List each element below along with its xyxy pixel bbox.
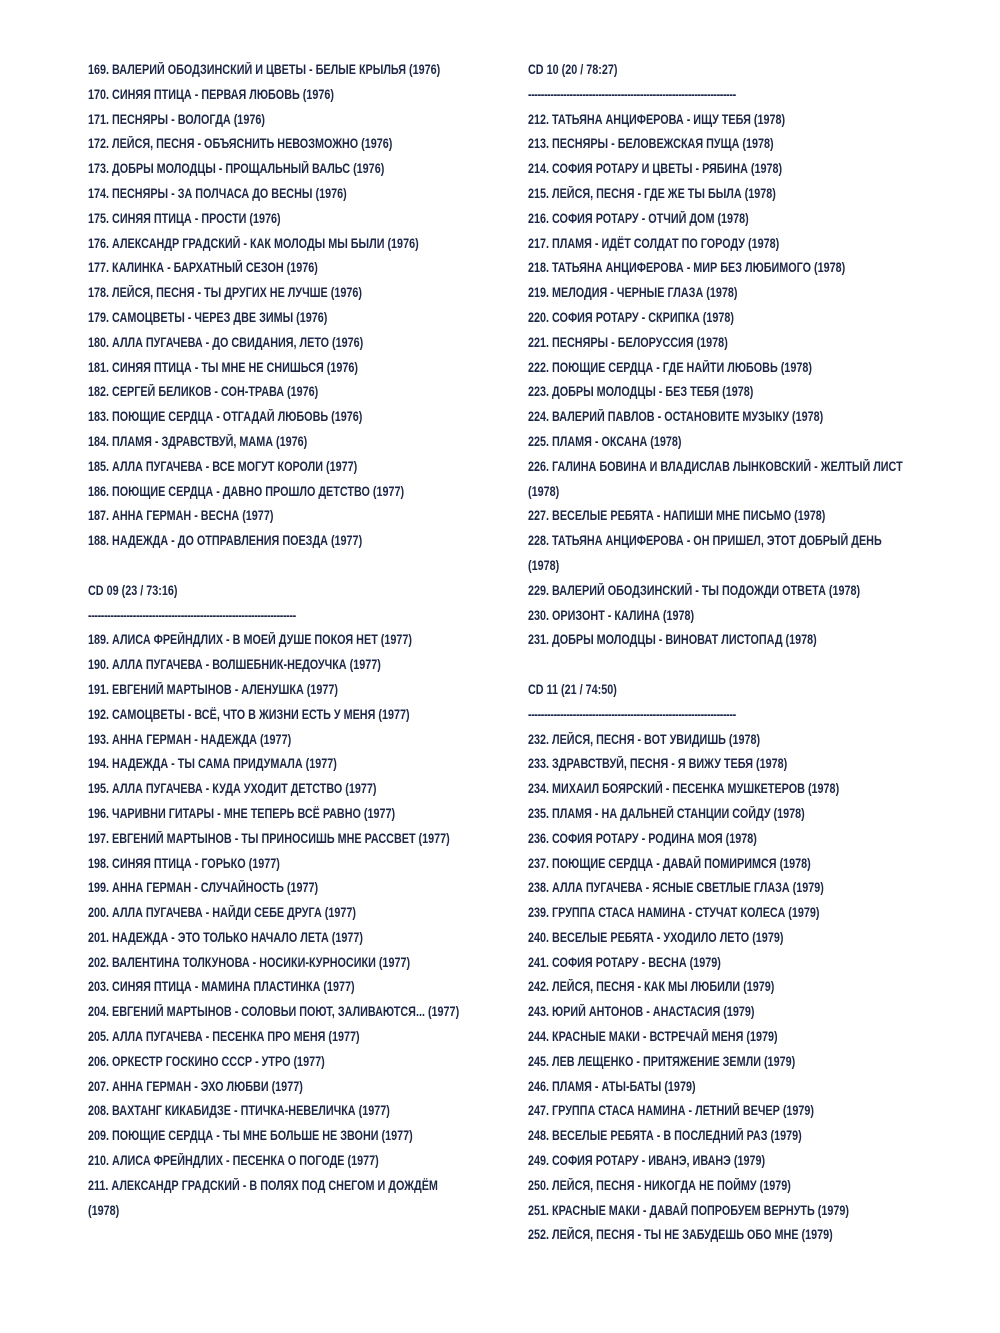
list-item: 183. ПОЮЩИЕ СЕРДЦА - ОТГАДАЙ ЛЮБОВЬ (1976) — [88, 409, 363, 425]
right-column — [528, 58, 908, 1248]
spacer — [528, 653, 832, 678]
list-item: 181. СИНЯЯ ПТИЦА - ТЫ МНЕ НЕ СНИШЬСЯ (1976) — [88, 359, 358, 375]
list-item: 202. ВАЛЕНТИНА ТОЛКУНОВА - НОСИКИ-КУРНОСИКИ (1977) — [88, 954, 411, 970]
list-item: 234. МИХАИЛ БОЯРСКИЙ - ПЕСЕНКА МУШКЕТЕРОВ (1978) — [528, 781, 840, 797]
list-item: 242. ЛЕЙСЯ, ПЕСНЯ - КАК МЫ ЛЮБИЛИ (1979) — [528, 979, 775, 995]
list-item: 191. ЕВГЕНИЙ МАРТЫНОВ - АЛЕНУШКА (1977) — [88, 681, 338, 697]
list-item: 240. ВЕСЕЛЫЕ РЕБЯТА - УХОДИЛО ЛЕТО (1979) — [528, 929, 784, 945]
list-item: 227. ВЕСЕЛЫЕ РЕБЯТА - НАПИШИ МНЕ ПИСЬМО (1978) — [528, 508, 826, 524]
list-item: 248. ВЕСЕЛЫЕ РЕБЯТА - В ПОСЛЕДНИЙ РАЗ (1979) — [528, 1128, 802, 1144]
list-item: 251. КРАСНЫЕ МАКИ - ДАВАЙ ПОПРОБУЕМ ВЕРНУТЬ (1979) — [528, 1202, 849, 1218]
separator: ----------------------------------------------------------------- — [528, 86, 736, 102]
list-item: 239. ГРУППА СТАСА НАМИНА - СТУЧАТ КОЛЕСА (1979) — [528, 905, 820, 921]
list-item: 237. ПОЮЩИЕ СЕРДЦА - ДАВАЙ ПОМИРИМСЯ (1978) — [528, 855, 811, 871]
list-item: 201. НАДЕЖДА - ЭТО ТОЛЬКО НАЧАЛО ЛЕТА (1977) — [88, 929, 363, 945]
list-item: 205. АЛЛА ПУГАЧЕВА - ПЕСЕНКА ПРО МЕНЯ (1977) — [88, 1029, 360, 1045]
list-item: 229. ВАЛЕРИЙ ОБОДЗИНСКИЙ - ТЫ ПОДОЖДИ ОТВЕТА (1978) — [528, 582, 861, 598]
list-item: 216. СОФИЯ РОТАРУ - ОТЧИЙ ДОМ (1978) — [528, 210, 749, 226]
list-item: 176. АЛЕКСАНДР ГРАДСКИЙ - КАК МОЛОДЫ МЫ БЫЛИ (1976) — [88, 235, 419, 251]
list-item: 247. ГРУППА СТАСА НАМИНА - ЛЕТНИЙ ВЕЧЕР (1979) — [528, 1103, 815, 1119]
list-item: 219. МЕЛОДИЯ - ЧЕРНЫЕ ГЛАЗА (1978) — [528, 285, 738, 301]
list-item: 177. КАЛИНКА - БАРХАТНЫЙ СЕЗОН (1976) — [88, 260, 318, 276]
list-item: 249. СОФИЯ РОТАРУ - ИВАНЭ, ИВАНЭ (1979) — [528, 1153, 766, 1169]
list-item: 188. НАДЕЖДА - ДО ОТПРАВЛЕНИЯ ПОЕЗДА (1977) — [88, 533, 363, 549]
list-item: 218. ТАТЬЯНА АНЦИФЕРОВА - МИР БЕЗ ЛЮБИМОГО (1978) — [528, 260, 846, 276]
list-item: 194. НАДЕЖДА - ТЫ САМА ПРИДУМАЛА (1977) — [88, 756, 337, 772]
list-item: 199. АННА ГЕРМАН - СЛУЧАЙНОСТЬ (1977) — [88, 880, 319, 896]
cd-09-header: CD 09 (23 / 73:16) — [88, 582, 178, 598]
list-item: 243. ЮРИЙ АНТОНОВ - АНАСТАСИЯ (1979) — [528, 1004, 755, 1020]
separator: ----------------------------------------------------------------- — [88, 607, 296, 623]
list-item: 180. АЛЛА ПУГАЧЕВА - ДО СВИДАНИЯ, ЛЕТО (1976) — [88, 334, 364, 350]
list-item: 230. ОРИЗОНТ - КАЛИНА (1978) — [528, 607, 695, 623]
list-item: 174. ПЕСНЯРЫ - ЗА ПОЛЧАСА ДО ВЕСНЫ (1976) — [88, 185, 347, 201]
list-item: 200. АЛЛА ПУГАЧЕВА - НАЙДИ СЕБЕ ДРУГА (1977) — [88, 905, 356, 921]
list-item: 245. ЛЕВ ЛЕЩЕНКО - ПРИТЯЖЕНИЕ ЗЕМЛИ (1979) — [528, 1053, 796, 1069]
list-item: 185. АЛЛА ПУГАЧЕВА - ВСЕ МОГУТ КОРОЛИ (1977) — [88, 458, 358, 474]
list-item: 198. СИНЯЯ ПТИЦА - ГОРЬКО (1977) — [88, 855, 280, 871]
list-item: 171. ПЕСНЯРЫ - ВОЛОГДА (1976) — [88, 111, 265, 127]
list-item: 206. ОРКЕСТР ГОСКИНО СССР - УТРО (1977) — [88, 1053, 325, 1069]
list-item: 187. АННА ГЕРМАН - ВЕСНА (1977) — [88, 508, 274, 524]
list-item: 233. ЗДРАВСТВУЙ, ПЕСНЯ - Я ВИЖУ ТЕБЯ (1978) — [528, 756, 788, 772]
list-item: 228. ТАТЬЯНА АНЦИФЕРОВА - ОН ПРИШЕЛ, ЭТОТ ДОБРЫЙ ДЕНЬ (1978) — [528, 533, 882, 573]
left-column — [88, 58, 488, 1223]
list-item: 192. САМОЦВЕТЫ - ВСЁ, ЧТО В ЖИЗНИ ЕСТЬ У МЕНЯ (1977) — [88, 706, 410, 722]
list-item: 235. ПЛАМЯ - НА ДАЛЬНЕЙ СТАНЦИИ СОЙДУ (1978) — [528, 805, 805, 821]
list-item: 175. СИНЯЯ ПТИЦА - ПРОСТИ (1976) — [88, 210, 281, 226]
list-item: 179. САМОЦВЕТЫ - ЧЕРЕЗ ДВЕ ЗИМЫ (1976) — [88, 309, 328, 325]
list-item: 209. ПОЮЩИЕ СЕРДЦА - ТЫ МНЕ БОЛЬШЕ НЕ ЗВОНИ (1977) — [88, 1128, 413, 1144]
list-item: 225. ПЛАМЯ - ОКСАНА (1978) — [528, 433, 682, 449]
list-item: 178. ЛЕЙСЯ, ПЕСНЯ - ТЫ ДРУГИХ НЕ ЛУЧШЕ (1976) — [88, 285, 362, 301]
list-item: 238. АЛЛА ПУГАЧЕВА - ЯСНЫЕ СВЕТЛЫЕ ГЛАЗА (1979) — [528, 880, 824, 896]
list-item: 232. ЛЕЙСЯ, ПЕСНЯ - ВОТ УВИДИШЬ (1978) — [528, 731, 761, 747]
list-item: 207. АННА ГЕРМАН - ЭХО ЛЮБВИ (1977) — [88, 1078, 303, 1094]
list-item: 213. ПЕСНЯРЫ - БЕЛОВЕЖСКАЯ ПУЩА (1978) — [528, 136, 774, 152]
list-item: 215. ЛЕЙСЯ, ПЕСНЯ - ГДЕ ЖЕ ТЫ БЫЛА (1978) — [528, 185, 776, 201]
list-item: 189. АЛИСА ФРЕЙНДЛИХ - В МОЕЙ ДУШЕ ПОКОЯ НЕТ (1977) — [88, 632, 413, 648]
cd-10-header: CD 10 (20 / 78:27) — [528, 62, 618, 77]
list-item: 212. ТАТЬЯНА АНЦИФЕРОВА - ИЩУ ТЕБЯ (1978) — [528, 111, 786, 127]
list-item: 170. СИНЯЯ ПТИЦА - ПЕРВАЯ ЛЮБОВЬ (1976) — [88, 86, 334, 102]
list-item: 186. ПОЮЩИЕ СЕРДЦА - ДАВНО ПРОШЛО ДЕТСТВО (1977) — [88, 483, 405, 499]
list-item: 246. ПЛАМЯ - АТЫ-БАТЫ (1979) — [528, 1078, 696, 1094]
list-item: 226. ГАЛИНА БОВИНА И ВЛАДИСЛАВ ЛЫНКОВСКИЙ - ЖЕЛТЫЙ ЛИСТ (1978) — [528, 458, 903, 499]
list-item: 223. ДОБРЫ МОЛОДЦЫ - БЕЗ ТЕБЯ (1978) — [528, 384, 754, 400]
list-item: 220. СОФИЯ РОТАРУ - СКРИПКА (1978) — [528, 309, 734, 325]
list-item: 169. ВАЛЕРИЙ ОБОДЗИНСКИЙ И ЦВЕТЫ - БЕЛЫЕ КРЫЛЬЯ (1976) — [88, 62, 441, 77]
spacer — [88, 554, 408, 579]
list-item: 211. АЛЕКСАНДР ГРАДСКИЙ - В ПОЛЯХ ПОД СНЕГОМ И ДОЖДЁМ (1978) — [88, 1177, 438, 1218]
list-item: 244. КРАСНЫЕ МАКИ - ВСТРЕЧАЙ МЕНЯ (1979) — [528, 1029, 778, 1045]
list-item: 184. ПЛАМЯ - ЗДРАВСТВУЙ, МАМА (1976) — [88, 433, 308, 449]
cd-11-header: CD 11 (21 / 74:50) — [528, 681, 617, 697]
list-item: 196. ЧАРИВНИ ГИТАРЫ - МНЕ ТЕПЕРЬ ВСЁ РАВНО (1977) — [88, 805, 396, 821]
list-item: 173. ДОБРЫ МОЛОДЦЫ - ПРОЩАЛЬНЫЙ ВАЛЬС (1976) — [88, 161, 385, 177]
list-item: 204. ЕВГЕНИЙ МАРТЫНОВ - СОЛОВЬИ ПОЮТ, ЗАЛИВАЮТСЯ... (1977) — [88, 1004, 460, 1020]
list-item: 231. ДОБРЫ МОЛОДЦЫ - ВИНОВАТ ЛИСТОПАД (1978) — [528, 632, 817, 648]
list-item: 203. СИНЯЯ ПТИЦА - МАМИНА ПЛАСТИНКА (1977) — [88, 979, 355, 995]
list-item: 210. АЛИСА ФРЕЙНДЛИХ - ПЕСЕНКА О ПОГОДЕ (1977) — [88, 1153, 379, 1169]
separator: ----------------------------------------------------------------- — [528, 706, 736, 722]
list-item: 236. СОФИЯ РОТАРУ - РОДИНА МОЯ (1978) — [528, 830, 757, 846]
list-item: 250. ЛЕЙСЯ, ПЕСНЯ - НИКОГДА НЕ ПОЙМУ (1979) — [528, 1177, 791, 1193]
list-item: 190. АЛЛА ПУГАЧЕВА - ВОЛШЕБНИК-НЕДОУЧКА (1977) — [88, 657, 381, 673]
list-item: 193. АННА ГЕРМАН - НАДЕЖДА (1977) — [88, 731, 292, 747]
list-item: 214. СОФИЯ РОТАРУ И ЦВЕТЫ - РЯБИНА (1978) — [528, 161, 783, 177]
list-item: 221. ПЕСНЯРЫ - БЕЛОРУССИЯ (1978) — [528, 334, 728, 350]
list-item: 182. СЕРГЕЙ БЕЛИКОВ - СОН-ТРАВА (1976) — [88, 384, 319, 400]
list-item: 252. ЛЕЙСЯ, ПЕСНЯ - ТЫ НЕ ЗАБУДЕШЬ ОБО МНЕ (1979) — [528, 1227, 833, 1243]
list-item: 195. АЛЛА ПУГАЧЕВА - КУДА УХОДИТ ДЕТСТВО (1977) — [88, 781, 377, 797]
list-item: 172. ЛЕЙСЯ, ПЕСНЯ - ОБЪЯСНИТЬ НЕВОЗМОЖНО (1976) — [88, 136, 393, 152]
list-item: 222. ПОЮЩИЕ СЕРДЦА - ГДЕ НАЙТИ ЛЮБОВЬ (1978) — [528, 359, 812, 375]
list-item: 241. СОФИЯ РОТАРУ - ВЕСНА (1979) — [528, 954, 721, 970]
list-item: 197. ЕВГЕНИЙ МАРТЫНОВ - ТЫ ПРИНОСИШЬ МНЕ РАССВЕТ (1977) — [88, 830, 450, 846]
list-item: 208. ВАХТАНГ КИКАБИДЗЕ - ПТИЧКА-НЕВЕЛИЧКА (1977) — [88, 1103, 390, 1119]
list-item: 224. ВАЛЕРИЙ ПАВЛОВ - ОСТАНОВИТЕ МУЗЫКУ (1978) — [528, 409, 824, 425]
list-item: 217. ПЛАМЯ - ИДЁТ СОЛДАТ ПО ГОРОДУ (1978) — [528, 235, 780, 251]
